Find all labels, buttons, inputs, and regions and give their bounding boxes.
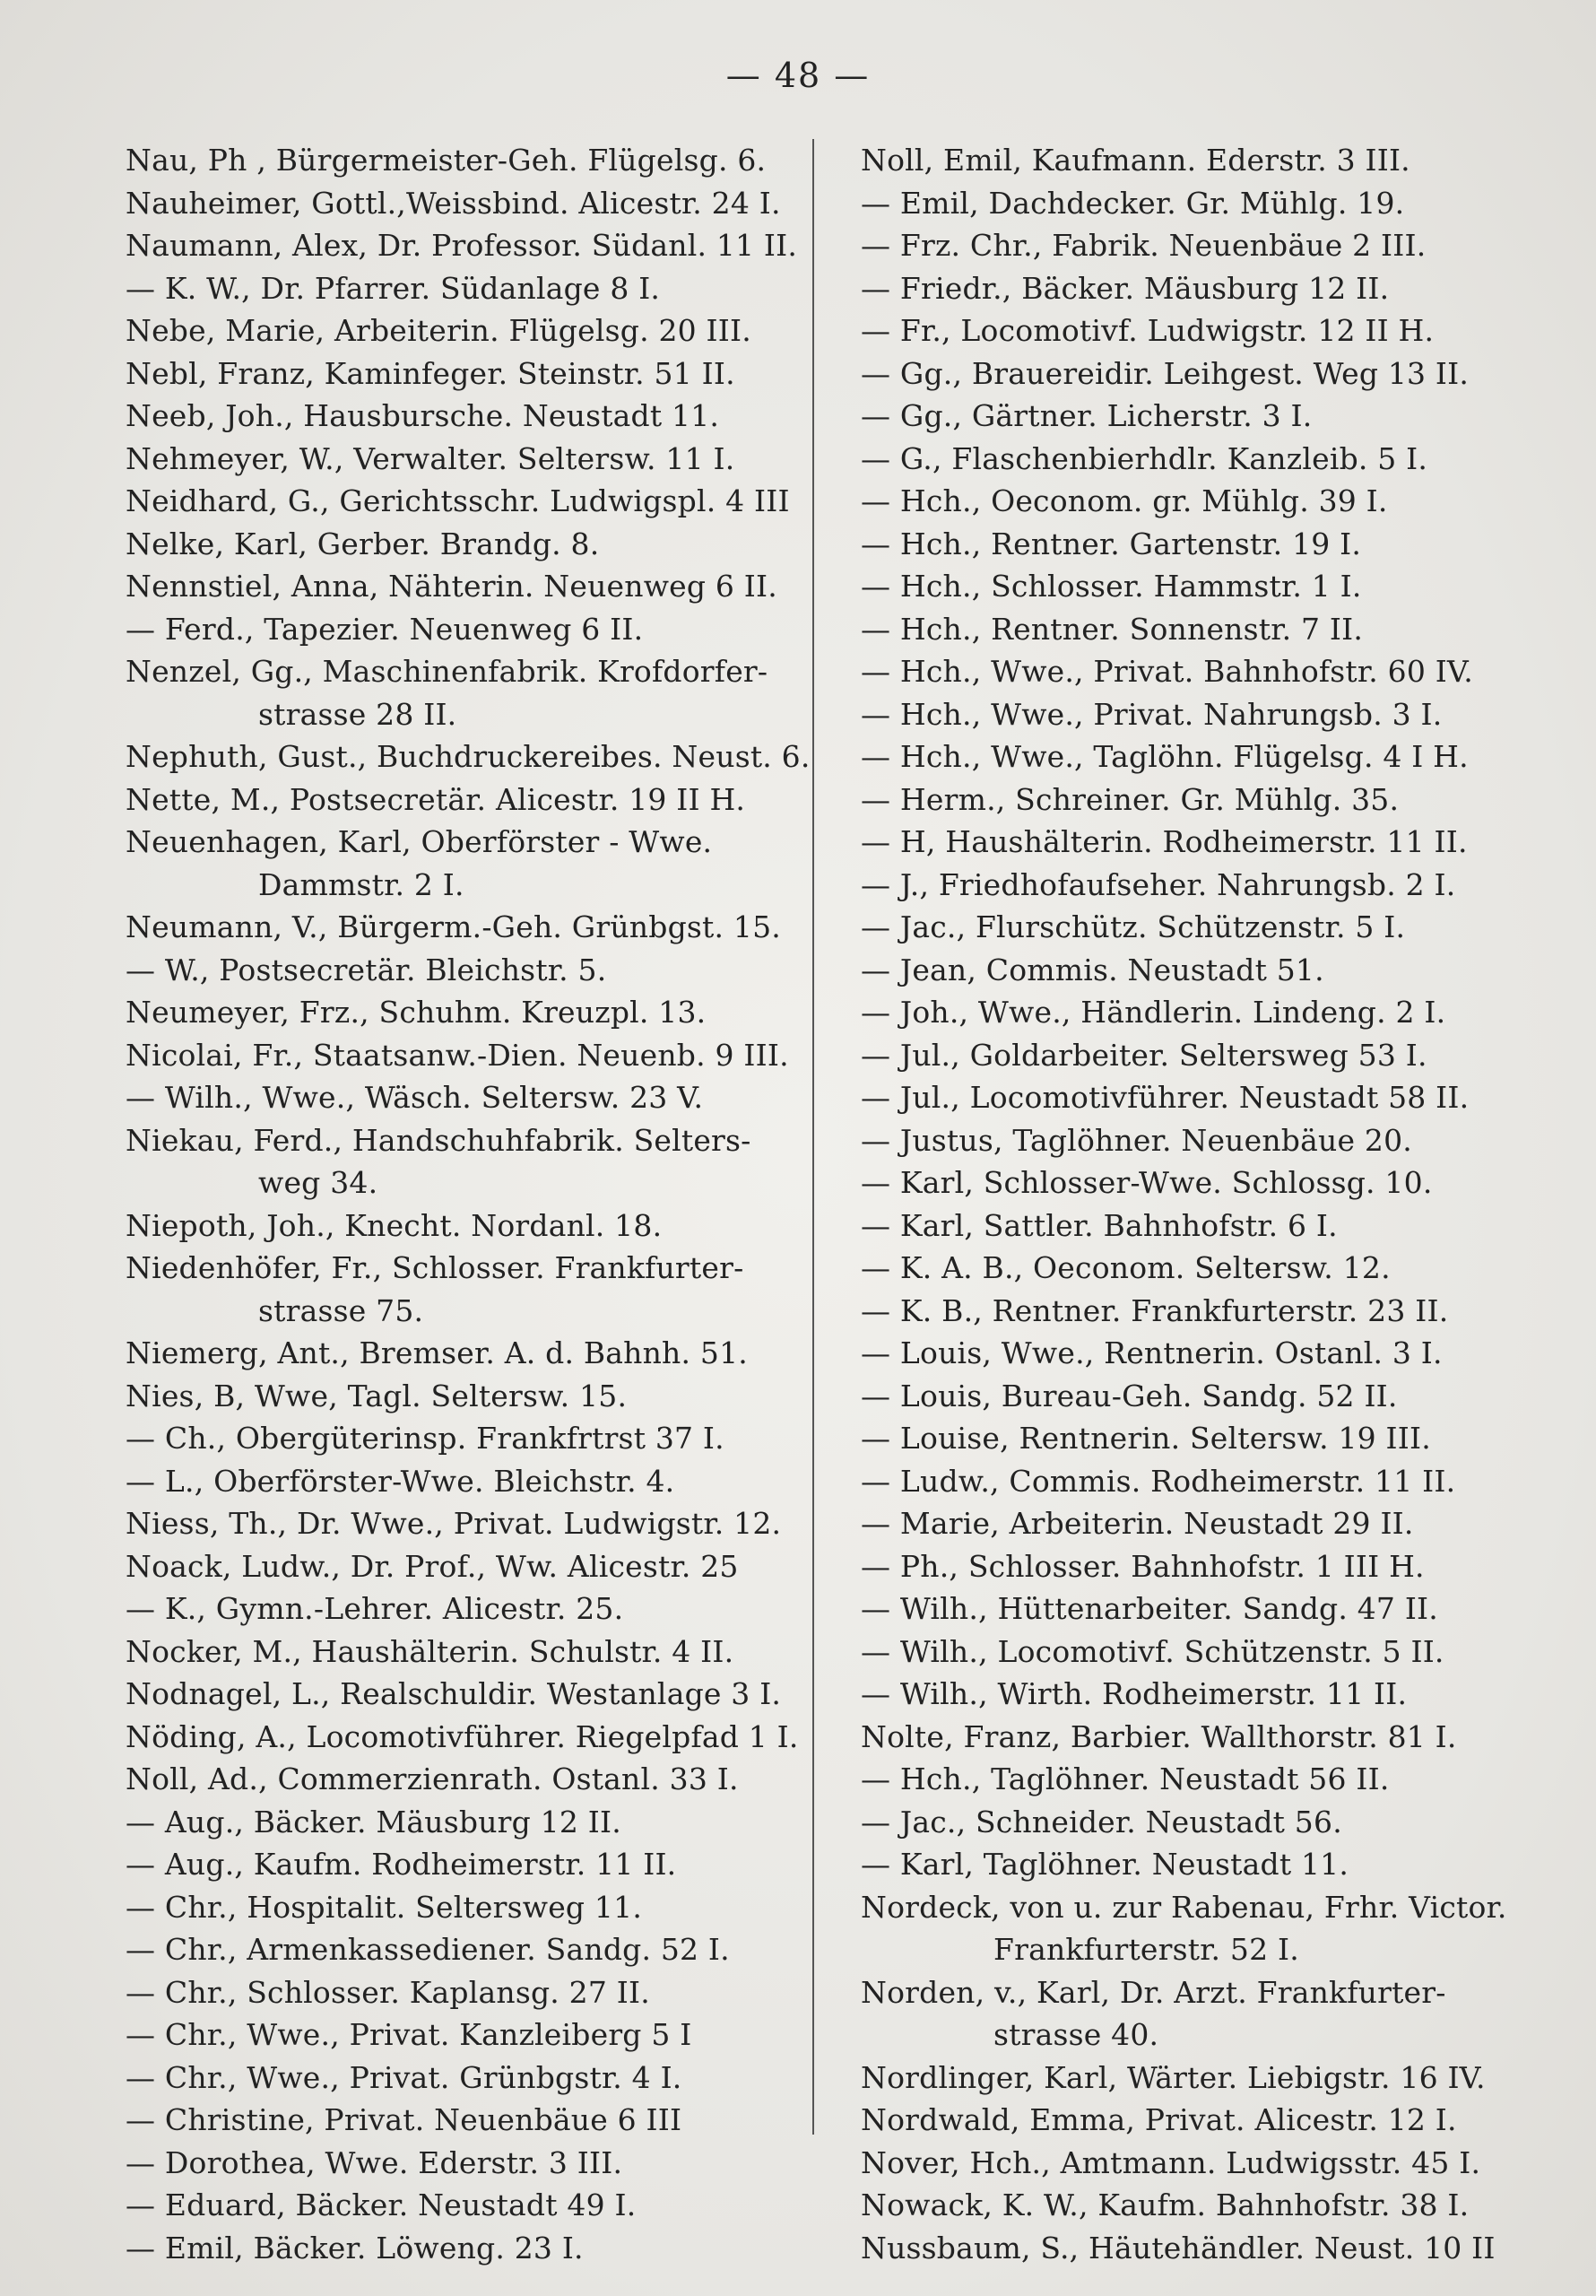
directory-entry: — Joh., Wwe., Händlerin. Lindeng. 2 I. <box>861 995 1446 1030</box>
directory-entry: — Karl, Taglöhner. Neustadt 11. <box>861 1847 1349 1882</box>
directory-entry: Neidhard, G., Gerichtsschr. Ludwigspl. 4 III <box>126 483 790 518</box>
directory-entry: Nette, M., Postsecretär. Alicestr. 19 II H. <box>126 781 746 817</box>
directory-entry: — Friedr., Bäcker. Mäusburg 12 II. <box>861 270 1390 306</box>
directory-entry: weg 34. <box>258 1165 378 1200</box>
directory-entry: — Christine, Privat. Neuenbäue 6 III <box>126 2102 682 2137</box>
directory-entry: — Jul., Locomotivführer. Neustadt 58 II. <box>861 1080 1470 1115</box>
directory-entry: Nennstiel, Anna, Nähterin. Neuenweg 6 II. <box>126 569 777 604</box>
directory-entry: Niemerg, Ant., Bremser. A. d. Bahnh. 51. <box>126 1335 748 1370</box>
directory-entry: — Gg., Gärtner. Licherstr. 3 I. <box>861 398 1313 433</box>
directory-entry: — Emil, Dachdecker. Gr. Mühlg. 19. <box>861 185 1405 221</box>
directory-entry: — Frz. Chr., Fabrik. Neuenbäue 2 III. <box>861 228 1427 263</box>
directory-entry: — Ferd., Tapezier. Neuenweg 6 II. <box>126 611 644 647</box>
directory-entry: — Louis, Wwe., Rentnerin. Ostanl. 3 I. <box>861 1335 1443 1370</box>
directory-entry: — Hch., Wwe., Privat. Nahrungsb. 3 I. <box>861 696 1443 732</box>
directory-entry: — Karl, Schlosser-Wwe. Schlossg. 10. <box>861 1165 1433 1200</box>
directory-entry: Noack, Ludw., Dr. Prof., Ww. Alicestr. 25 <box>126 1548 739 1584</box>
directory-entry: Niekau, Ferd., Handschuhfabrik. Selters- <box>126 1122 751 1158</box>
directory-entry: Nocker, M., Haushälterin. Schulstr. 4 II. <box>126 1633 734 1669</box>
directory-entry: — G., Flaschenbierhdlr. Kanzleib. 5 I. <box>861 440 1428 476</box>
directory-entry: Norden, v., Karl, Dr. Arzt. Frankfurter- <box>861 1974 1446 2010</box>
left-column <box>126 139 811 2269</box>
directory-entry: Naumann, Alex, Dr. Professor. Südanl. 11 II. <box>126 228 798 263</box>
directory-entry: Nies, B, Wwe, Tagl. Seltersw. 15. <box>126 1378 628 1413</box>
directory-entry: — K. B., Rentner. Frankfurterstr. 23 II. <box>861 1292 1449 1328</box>
directory-entry: — Dorothea, Wwe. Ederstr. 3 III. <box>126 2144 623 2180</box>
directory-entry: Nordeck, von u. zur Rabenau, Frhr. Victor. <box>861 1889 1507 1925</box>
directory-entry: Nicolai, Fr., Staatsanw.-Dien. Neuenb. 9 III. <box>126 1037 789 1073</box>
directory-entry: Neeb, Joh., Hausbursche. Neustadt 11. <box>126 398 720 433</box>
directory-entry: — K. W., Dr. Pfarrer. Südanlage 8 I. <box>126 270 661 306</box>
directory-entry: — Herm., Schreiner. Gr. Mühlg. 35. <box>861 781 1400 817</box>
directory-entry: — Jac., Schneider. Neustadt 56. <box>861 1804 1342 1839</box>
directory-entry: — Wilh., Wwe., Wäsch. Seltersw. 23 V. <box>126 1080 704 1115</box>
directory-entry: Nephuth, Gust., Buchdruckereibes. Neust. 6. <box>126 739 811 774</box>
directory-entry: Niepoth, Joh., Knecht. Nordanl. 18. <box>126 1207 663 1243</box>
directory-entry: — Jean, Commis. Neustadt 51. <box>861 952 1324 987</box>
directory-entry: Nebl, Franz, Kaminfeger. Steinstr. 51 II. <box>126 355 735 391</box>
directory-entry: Frankfurterstr. 52 I. <box>993 1932 1299 1967</box>
directory-entry: Nöding, A., Locomotivführer. Riegelpfad 1 I. <box>126 1718 799 1754</box>
directory-entry: — Chr., Hospitalit. Seltersweg 11. <box>126 1889 643 1925</box>
directory-entry: — Hch., Schlosser. Hammstr. 1 I. <box>861 569 1362 604</box>
directory-entry: — Jul., Goldarbeiter. Seltersweg 53 I. <box>861 1037 1427 1073</box>
directory-entry: — Ch., Obergüterinsp. Frankfrtrst 37 I. <box>126 1421 724 1456</box>
directory-entry: — Hch., Rentner. Gartenstr. 19 I. <box>861 526 1362 561</box>
directory-entry: — L., Oberförster-Wwe. Bleichstr. 4. <box>126 1463 675 1499</box>
directory-entry: — Aug., Kaufm. Rodheimerstr. 11 II. <box>126 1847 677 1882</box>
directory-entry: Neuenhagen, Karl, Oberförster - Wwe. <box>126 824 713 859</box>
directory-entry: — Hch., Oeconom. gr. Mühlg. 39 I. <box>861 483 1388 518</box>
directory-entry: — Justus, Taglöhner. Neuenbäue 20. <box>861 1122 1412 1158</box>
directory-entry: — Louise, Rentnerin. Seltersw. 19 III. <box>861 1421 1431 1456</box>
directory-entry: — Hch., Wwe., Taglöhn. Flügelsg. 4 I H. <box>861 739 1469 774</box>
directory-entry: — J., Friedhofaufseher. Nahrungsb. 2 I. <box>861 866 1456 902</box>
directory-entry: Nodnagel, L., Realschuldir. Westanlage 3 I. <box>126 1676 782 1711</box>
directory-entry: Nau, Ph , Bürgermeister-Geh. Flügelsg. 6. <box>126 143 767 178</box>
directory-entry: Neumann, V., Bürgerm.-Geh. Grünbgst. 15. <box>126 909 781 944</box>
directory-entry: — Emil, Bäcker. Löweng. 23 I. <box>126 2230 584 2266</box>
directory-entry: — Aug., Bäcker. Mäusburg 12 II. <box>126 1804 621 1839</box>
directory-entry: Nebe, Marie, Arbeiterin. Flügelsg. 20 III. <box>126 313 751 348</box>
directory-entry: Nehmeyer, W., Verwalter. Seltersw. 11 I. <box>126 440 735 476</box>
directory-entry: — Hch., Rentner. Sonnenstr. 7 II. <box>861 611 1364 647</box>
directory-entry: Nauheimer, Gottl.,Weissbind. Alicestr. 24 I. <box>126 185 781 221</box>
page-number: — 48 — <box>725 56 871 95</box>
directory-entry: — W., Postsecretär. Bleichstr. 5. <box>126 952 607 987</box>
directory-entry: — Louis, Bureau-Geh. Sandg. 52 II. <box>861 1378 1398 1413</box>
directory-entry: Niedenhöfer, Fr., Schlosser. Frankfurter- <box>126 1250 744 1285</box>
directory-entry: — Karl, Sattler. Bahnhofstr. 6 I. <box>861 1207 1338 1243</box>
directory-entry: — Chr., Armenkassediener. Sandg. 52 I. <box>126 1932 730 1967</box>
directory-entry: — Marie, Arbeiterin. Neustadt 29 II. <box>861 1506 1414 1541</box>
directory-entry: Niess, Th., Dr. Wwe., Privat. Ludwigstr. 12. <box>126 1506 782 1541</box>
directory-entry: — Chr., Schlosser. Kaplansg. 27 II. <box>126 1974 650 2010</box>
directory-entry: — Ph., Schlosser. Bahnhofstr. 1 III H. <box>861 1548 1425 1584</box>
directory-entry: Noll, Emil, Kaufmann. Ederstr. 3 III. <box>861 143 1410 178</box>
directory-entry: — Fr., Locomotivf. Ludwigstr. 12 II H. <box>861 313 1435 348</box>
directory-entry: Nelke, Karl, Gerber. Brandg. 8. <box>126 526 600 561</box>
directory-entry: — Wilh., Wirth. Rodheimerstr. 11 II. <box>861 1676 1408 1711</box>
column-divider <box>812 139 814 2135</box>
directory-entry: — Wilh., Hüttenarbeiter. Sandg. 47 II. <box>861 1591 1438 1626</box>
directory-entry: — Gg., Brauereidir. Leihgest. Weg 13 II. <box>861 355 1470 391</box>
directory-entry: Nordlinger, Karl, Wärter. Liebigstr. 16 IV. <box>861 2059 1486 2095</box>
directory-entry: Nenzel, Gg., Maschinenfabrik. Krofdorfer- <box>126 654 768 689</box>
directory-entry: — K., Gymn.-Lehrer. Alicestr. 25. <box>126 1591 624 1626</box>
directory-entry: strasse 28 II. <box>258 696 457 732</box>
directory-entry: — Chr., Wwe., Privat. Kanzleiberg 5 I <box>126 2017 692 2052</box>
directory-entry: Nover, Hch., Amtmann. Ludwigsstr. 45 I. <box>861 2144 1481 2180</box>
directory-entry: Nussbaum, S., Häutehändler. Neust. 10 II <box>861 2230 1496 2266</box>
directory-entry: — Hch., Wwe., Privat. Bahnhofstr. 60 IV. <box>861 654 1473 689</box>
directory-entry: — H, Haushälterin. Rodheimerstr. 11 II. <box>861 824 1468 859</box>
directory-entry: — Eduard, Bäcker. Neustadt 49 I. <box>126 2187 637 2222</box>
directory-entry: — Chr., Wwe., Privat. Grünbgstr. 4 I. <box>126 2059 682 2095</box>
directory-entry: Dammstr. 2 I. <box>258 866 464 902</box>
directory-entry: — Ludw., Commis. Rodheimerstr. 11 II. <box>861 1463 1456 1499</box>
right-column <box>861 139 1542 2269</box>
directory-entry: Nordwald, Emma, Privat. Alicestr. 12 I. <box>861 2102 1457 2137</box>
directory-entry: — Hch., Taglöhner. Neustadt 56 II. <box>861 1761 1390 1796</box>
directory-entry: Nolte, Franz, Barbier. Wallthorstr. 81 I. <box>861 1718 1457 1754</box>
directory-entry: — K. A. B., Oeconom. Seltersw. 12. <box>861 1250 1391 1285</box>
directory-entry: Neumeyer, Frz., Schuhm. Kreuzpl. 13. <box>126 995 707 1030</box>
directory-entry: — Wilh., Locomotivf. Schützenstr. 5 II. <box>861 1633 1444 1669</box>
directory-entry: Nowack, K. W., Kaufm. Bahnhofstr. 38 I. <box>861 2187 1470 2222</box>
directory-entry: — Jac., Flurschütz. Schützenstr. 5 I. <box>861 909 1406 944</box>
directory-entry: strasse 40. <box>993 2017 1159 2052</box>
directory-entry: strasse 75. <box>258 1292 424 1328</box>
directory-entry: Noll, Ad., Commerzienrath. Ostanl. 33 I. <box>126 1761 739 1796</box>
